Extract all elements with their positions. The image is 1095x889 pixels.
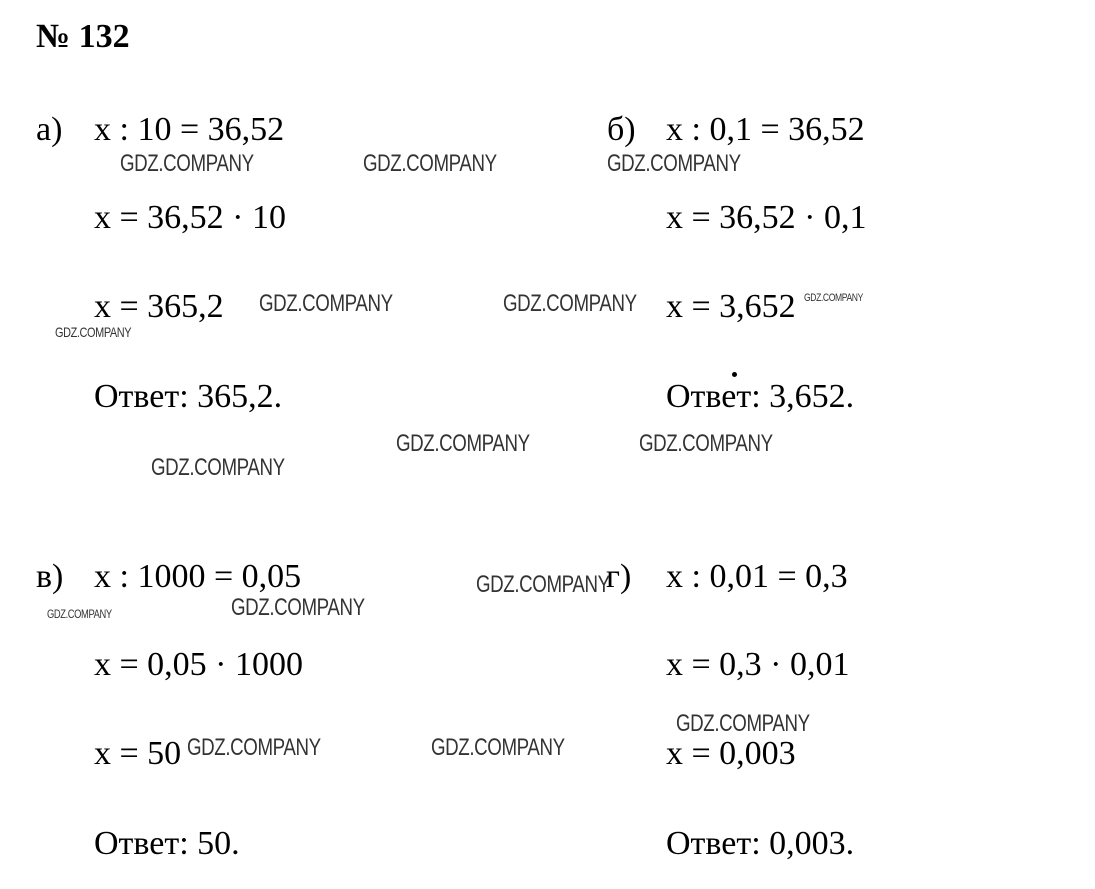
problem-a-step-2: x = 365,2 xyxy=(94,288,224,325)
problem-b-label: б) xyxy=(607,111,636,148)
watermark-text: GDZ.COMPANY xyxy=(187,734,321,761)
watermark-text: GDZ.COMPANY xyxy=(55,324,132,340)
problem-g-equation: x : 0,01 = 0,3 xyxy=(666,558,848,595)
watermark-text: GDZ.COMPANY xyxy=(676,710,810,737)
problem-v-equation: x : 1000 = 0,05 xyxy=(94,558,302,595)
watermark-text: GDZ.COMPANY xyxy=(431,734,565,761)
problem-b-step-2: x = 3,652 xyxy=(666,288,796,325)
watermark-text: GDZ.COMPANY xyxy=(363,150,497,177)
watermark-text: GDZ.COMPANY xyxy=(231,594,365,621)
watermark-text: GDZ.COMPANY xyxy=(47,607,112,621)
problem-v-step-2: x = 50 xyxy=(94,735,182,772)
problem-b-equation: x : 0,1 = 36,52 xyxy=(666,111,865,148)
watermark-text: GDZ.COMPANY xyxy=(503,290,637,317)
problem-a-label: а) xyxy=(36,111,63,148)
problem-number-title: № 132 xyxy=(36,18,130,55)
watermark-text: GDZ.COMPANY xyxy=(396,430,530,457)
watermark-text: GDZ.COMPANY xyxy=(120,150,254,177)
problem-g-answer: Ответ: 0,003. xyxy=(666,825,855,862)
problem-a-step-1: x = 36,52 · 10 xyxy=(94,199,286,236)
problem-b-answer: Ответ: 3,652. xyxy=(666,378,855,415)
problem-a-equation: x : 10 = 36,52 xyxy=(94,111,285,148)
problem-b-step-1: x = 36,52 · 0,1 xyxy=(666,199,867,236)
problem-g-label: г) xyxy=(606,558,632,595)
problem-v-step-1: x = 0,05 · 1000 xyxy=(94,646,303,683)
problem-a-answer: Ответ: 365,2. xyxy=(94,378,283,415)
problem-g-step-2: x = 0,003 xyxy=(666,735,796,772)
problem-v-answer: Ответ: 50. xyxy=(94,825,240,862)
watermark-text: GDZ.COMPANY xyxy=(259,290,393,317)
ink-dot xyxy=(732,372,737,377)
problem-g-step-1: x = 0,3 · 0,01 xyxy=(666,646,850,683)
watermark-text: GDZ.COMPANY xyxy=(476,571,610,598)
watermark-text: GDZ.COMPANY xyxy=(804,292,863,304)
watermark-text: GDZ.COMPANY xyxy=(639,430,773,457)
watermark-text: GDZ.COMPANY xyxy=(607,150,741,177)
watermark-text: GDZ.COMPANY xyxy=(151,454,285,481)
problem-v-label: в) xyxy=(36,558,64,595)
